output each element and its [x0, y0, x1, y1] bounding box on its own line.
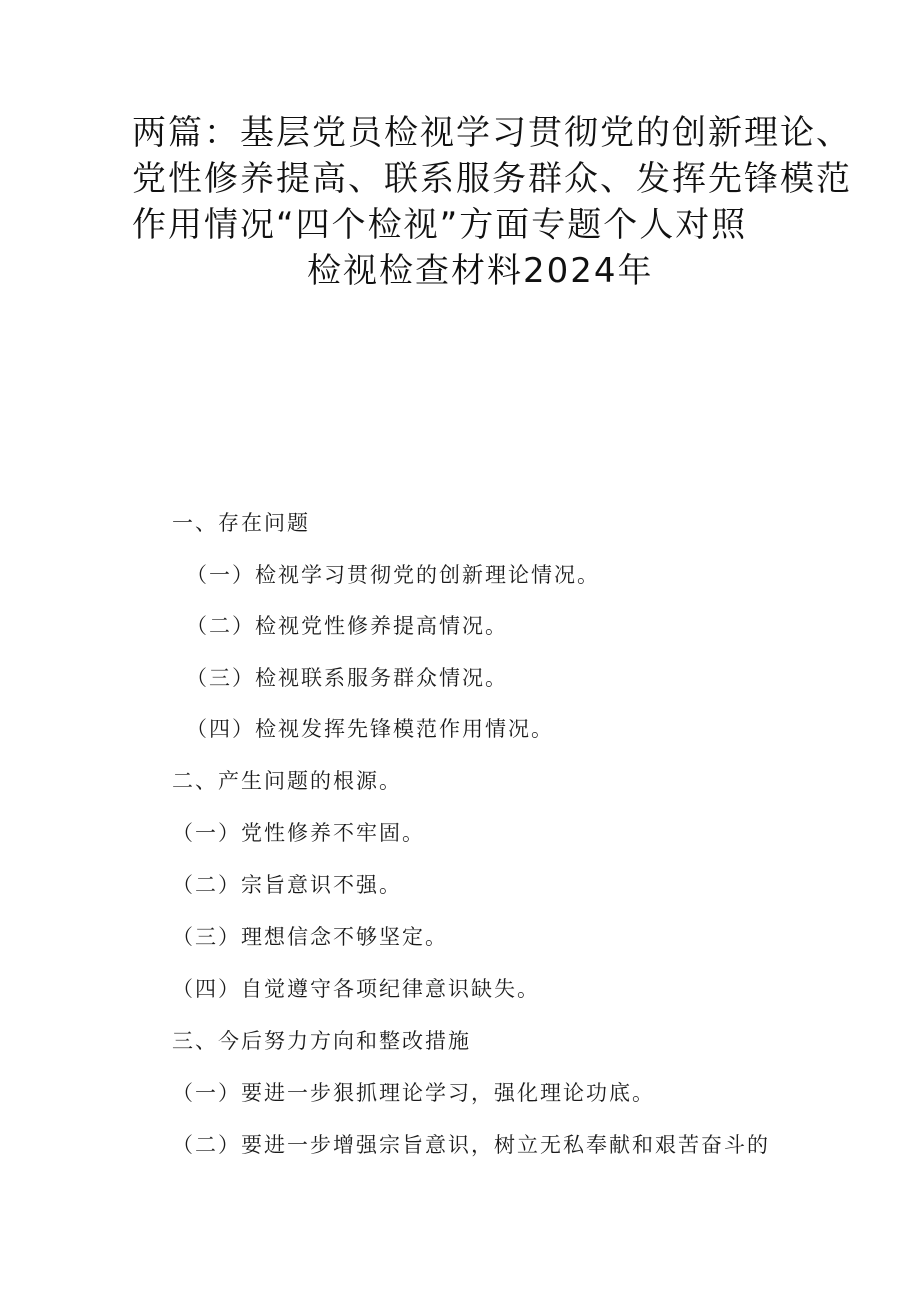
title-line-4: 检视检查材料2024年	[307, 251, 654, 291]
section-1-item-4: （四）检视发挥先锋模范作用情况。	[186, 717, 554, 741]
section-2-item-1: （一）党性修养不牢固。	[172, 821, 425, 845]
section-2-item-2: （二）宗旨意识不强。	[172, 873, 402, 897]
section-heading-1: 一、存在问题	[172, 511, 310, 535]
title-line-3: 作用情况“四个检视”方面专题个人对照	[132, 205, 748, 245]
section-1-item-3: （三）检视联系服务群众情况。	[186, 666, 508, 690]
section-3-item-2: （二）要进一步增强宗旨意识，树立无私奉献和艰苦奋斗的	[172, 1133, 770, 1157]
document-title	[132, 110, 852, 294]
title-line-2: 党性修养提高、联系服务群众、发挥先锋模范	[132, 159, 852, 199]
section-1-item-1: （一）检视学习贯彻党的创新理论情况。	[186, 563, 600, 587]
section-2-item-3: （三）理想信念不够坚定。	[172, 925, 448, 949]
section-2-item-4: （四）自觉遵守各项纪律意识缺失。	[172, 977, 540, 1001]
section-1-item-2: （二）检视党性修养提高情况。	[186, 614, 508, 638]
section-heading-3: 三、今后努力方向和整改措施	[172, 1029, 471, 1053]
title-line-1: 两篇：基层党员检视学习贯彻党的创新理论、	[132, 113, 852, 153]
section-3-item-1: （一）要进一步狠抓理论学习，强化理论功底。	[172, 1081, 655, 1105]
section-heading-2: 二、产生问题的根源。	[172, 769, 402, 793]
